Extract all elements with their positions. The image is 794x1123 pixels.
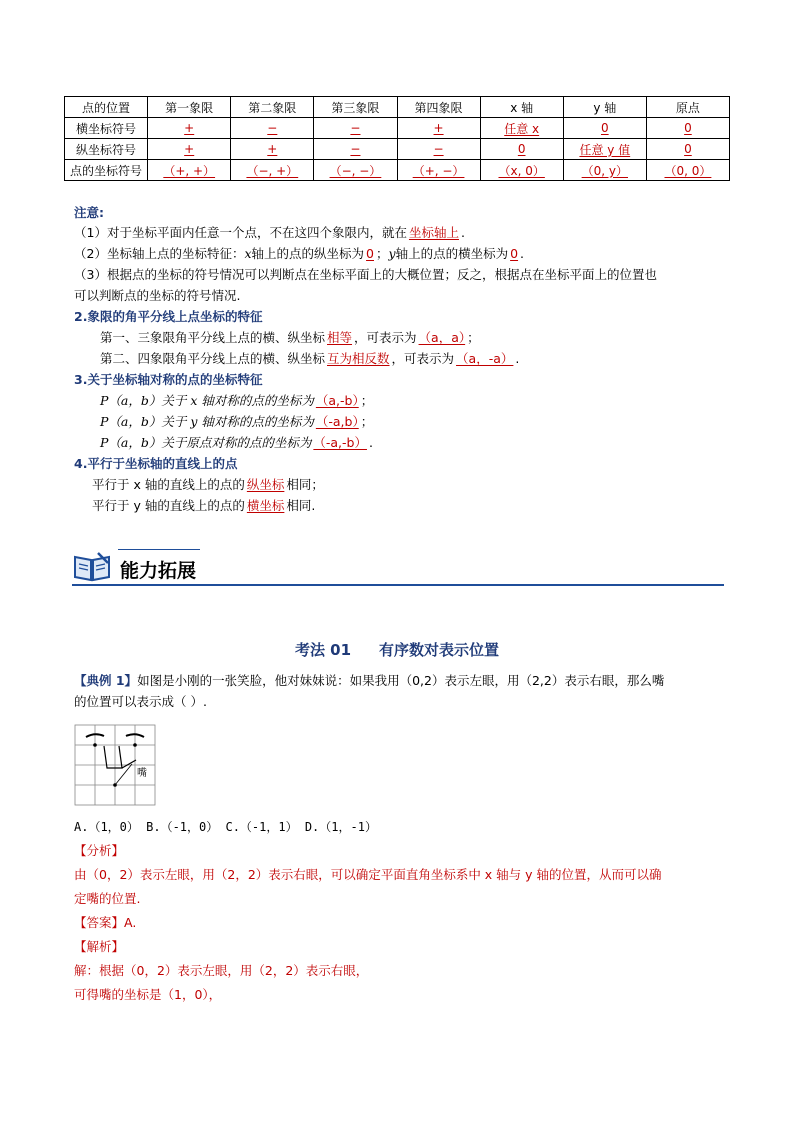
solution-line-2: 可得嘴的坐标是（1，0），	[74, 987, 222, 1002]
answer-blank: 坐标轴上	[408, 225, 459, 240]
sec3-line-2: P（a，b）关于 y 轴对称的点的坐标为 （-a,b） ；	[100, 414, 374, 429]
table-cell: （+, −）	[412, 163, 465, 178]
table-cell: 0	[684, 121, 692, 135]
sec4-line-2: 平行于 y 轴的直线上的点的 横坐标 相同.	[92, 498, 316, 513]
example-tag: 【典例 1】	[74, 673, 138, 688]
row-label: 纵坐标符号	[65, 139, 148, 160]
open-book-icon	[72, 551, 112, 583]
answer-blank: （-a,-b）	[313, 435, 367, 450]
method-heading: 考法 01 有序数对表示位置	[294, 641, 500, 659]
note-3-line-2: 可以判断点的坐标的符号情况.	[74, 288, 241, 303]
row-label: 横坐标符号	[65, 118, 148, 139]
table-cell: +	[184, 121, 195, 135]
answer-blank: （a,-b）	[315, 393, 359, 408]
section-title: 能力拓展	[120, 560, 197, 582]
table-row	[65, 160, 730, 181]
table-cell: 0	[600, 121, 609, 135]
note-1: （1）对于坐标平面内任意一个点，不在这四个象限内，就在 坐标轴上 .	[74, 225, 465, 240]
example-line-1: 【典例 1】如图是小刚的一张笑脸，他对妹妹说：如果我用（0,2）表示左眼，用（2,2）表示右眼，那么嘴	[74, 673, 665, 688]
section-3-title: 3.关于坐标轴对称的点的坐标特征	[74, 372, 263, 387]
answer-blank: 互为相反数	[327, 351, 390, 366]
table-row	[65, 118, 730, 139]
example-line-2: 的位置可以表示成（ ）.	[74, 694, 207, 709]
table-cell: （−, +）	[246, 163, 299, 178]
table-header: 原点	[646, 97, 729, 118]
table-header: x 轴	[480, 97, 563, 118]
answer-options: A.（1，0） B.（-1，0） C.（-1，1） D.（1，-1）	[74, 820, 377, 834]
table-cell: +	[433, 121, 444, 135]
section-4-title: 4.平行于坐标轴的直线上的点	[74, 456, 238, 471]
analysis-tag: 【分析】	[74, 843, 125, 858]
table-cell: （+, +）	[163, 163, 216, 178]
table-cell: （0, y）	[581, 163, 628, 178]
coordinate-sign-table	[64, 96, 730, 181]
answer-blank: 相等	[327, 330, 353, 345]
solution-line-1: 解：根据（0，2）表示左眼，用（2，2）表示右眼，	[74, 963, 369, 978]
table-cell: （x, 0）	[498, 163, 545, 178]
answer-blank: （a，-a）	[456, 351, 514, 366]
answer-blank: 0	[510, 246, 519, 261]
answer-line: 【答案】A.	[74, 915, 137, 930]
analysis-line-2: 定嘴的位置.	[74, 891, 141, 906]
table-header: y 轴	[563, 97, 646, 118]
note-3-line-1: （3）根据点的坐标的符号情况可以判断点在坐标平面上的大概位置；反之，根据点在坐标平面上的位置也	[74, 267, 657, 282]
table-cell: −	[267, 121, 278, 135]
table-cell: 0	[517, 142, 526, 156]
sec2-line-1: 第一、三象限角平分线上点的横、纵坐标 相等 ，可表示为 （a，a） ；	[100, 330, 480, 345]
mouth-label: 嘴	[137, 768, 147, 779]
sec3-line-3: P（a，b）关于原点对称的点的坐标为 （-a,-b） .	[100, 435, 373, 450]
table-cell: （0, 0）	[664, 163, 712, 178]
section-top-rule	[118, 549, 200, 550]
answer-blank: （a，a）	[418, 330, 466, 345]
note-2: （2）坐标轴上点的坐标特征：x轴上的点的纵坐标为 0 ；y轴上的点的横坐标为 0 .	[74, 246, 525, 261]
solution-tag: 【解析】	[74, 939, 125, 954]
answer-blank: （-a,b）	[315, 414, 359, 429]
table-cell: 任意 y 值	[579, 142, 631, 157]
table-row	[65, 139, 730, 160]
notes-title: 注意:	[74, 205, 104, 220]
answer-blank: 纵坐标	[246, 477, 285, 492]
answer-blank: 横坐标	[246, 498, 285, 513]
table-cell: −	[350, 142, 361, 156]
section-rule	[72, 584, 724, 586]
sec2-line-2: 第二、四象限角平分线上点的横、纵坐标 互为相反数 ，可表示为 （a，-a） .	[100, 351, 520, 366]
table-cell: 任意 x	[504, 121, 540, 136]
table-header: 第一象限	[148, 97, 231, 118]
table-cell: −	[350, 121, 361, 135]
table-cell: +	[267, 142, 278, 156]
table-cell: 0	[684, 142, 692, 156]
table-header-row	[65, 97, 730, 118]
row-label: 点的坐标符号	[65, 160, 148, 181]
table-header: 第三象限	[314, 97, 397, 118]
sec4-line-1: 平行于 x 轴的直线上的点的 纵坐标 相同；	[92, 477, 324, 492]
table-cell: −	[433, 142, 444, 156]
table-cell: （−, −）	[329, 163, 382, 178]
answer-blank: 0	[366, 246, 374, 261]
table-cell: +	[184, 142, 195, 156]
table-header: 第二象限	[231, 97, 314, 118]
table-header: 第四象限	[397, 97, 480, 118]
section-2-title: 2.象限的角平分线上点坐标的特征	[74, 309, 263, 324]
sec3-line-1: P（a，b）关于 x 轴对称的点的坐标为 （a,-b） ；	[100, 393, 374, 408]
table-header: 点的位置	[65, 97, 148, 118]
analysis-line-1: 由（0，2）表示左眼，用（2，2）表示右眼，可以确定平面直角坐标系中 x 轴与 y 轴的位置，从而可以确	[74, 867, 662, 882]
